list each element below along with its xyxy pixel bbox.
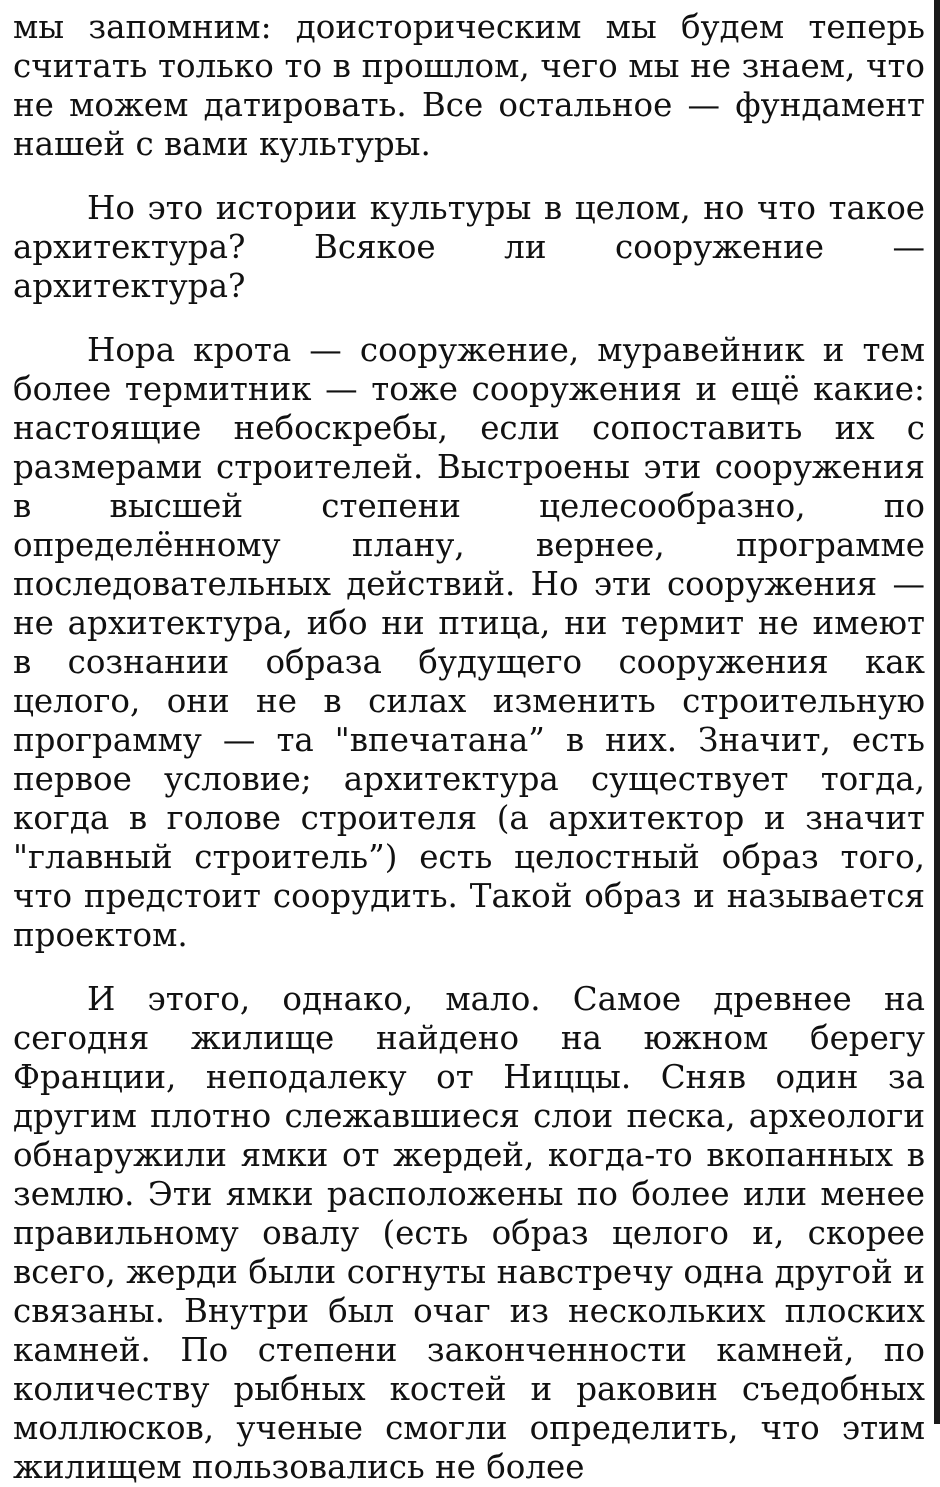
- paragraph-1: мы запомним: доисторическим мы будем теперь считать только то в прошлом, чего мы не знаем, что не можем датировать. Все остальное — фундамент нашей с вами культуры.: [13, 8, 925, 163]
- paragraph-2: Но это истории культуры в целом, но что такое архитектура? Всякое ли сооружение — архитектура?: [13, 189, 925, 305]
- paragraph-3: Нора крота — сооружение, муравейник и тем более термитник — тоже сооружения и ещё какие: настоящие небоскребы, если сопоставить их с размерами строителей. Выстроены эти сооружения в высшей степени целесообразно, по определённому плану, вернее, программе последовательных действий. Но эти сооружения — не архитектура, ибо ни птица, ни термит не имеют в сознании образа будущего сооружения как целого, они не в силах изменить строительную программу — та "впечатана” в них. Значит, есть первое условие; архитектура существует тогда, когда в голове строителя (а архитектор и значит "главный строитель”) есть целостный образ того, что предстоит соорудить. Такой образ и называется проектом.: [13, 331, 925, 954]
- document-page: [13, 0, 925, 1487]
- page-edge-border: [934, 0, 940, 1424]
- paragraph-4: И этого, однако, мало. Самое древнее на сегодня жилище найдено на южном берегу Франции, неподалеку от Ниццы. Сняв один за другим плотно слежавшиеся слои песка, археологи обнаружили ямки от жердей, когда-то вкопанных в землю. Эти ямки расположены по более или менее правильному овалу (есть образ целого и, скорее всего, жерди были согнуты навстречу одна другой и связаны. Внутри был очаг из нескольких плоских камней. По степени законченности камней, по количеству рыбных костей и раковин съедобных моллюсков, ученые смогли определить, что этим жилищем пользовались не более: [13, 980, 925, 1486]
